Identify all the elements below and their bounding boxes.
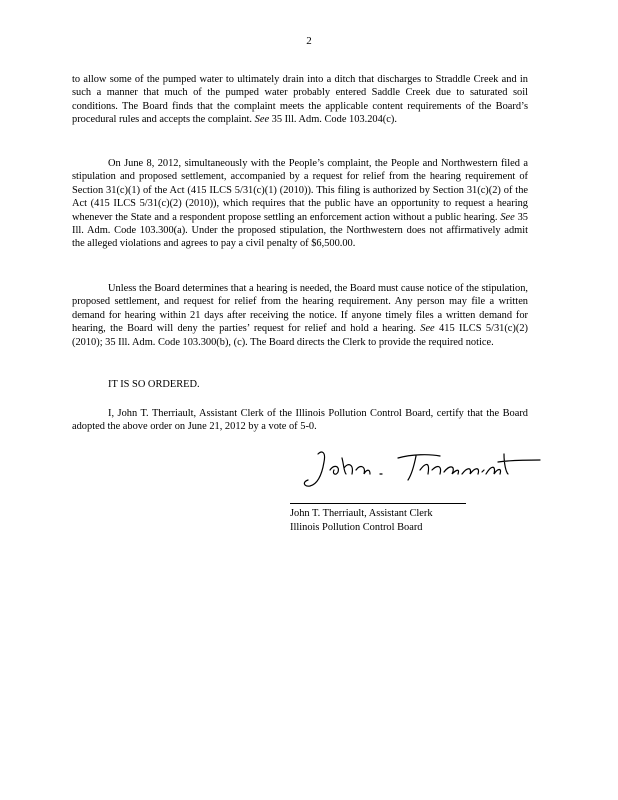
paragraph-notice [72, 282, 528, 349]
signer-organization: Illinois Pollution Control Board [290, 522, 423, 533]
paragraph-text: On June 8, 2012, simultaneously with the People’s complaint, the People and Northwestern filed a stipulation and proposed settlement, accompanied by a request for relief from the hearing requirement of Section 31(c)(1) of the Act (415 ILCS 5/31(c)(1) (2010)). This filing is authorized by Section 31(c)(2) of the Act (415 ILCS 5/31(c)(2) (2010)), which requires that the public have an opportunity to request a hearing whenever the State and a respondent propose settling an enforcement action without a public hearing. [72, 158, 528, 223]
signer-name: John T. Therriault, Assistant Clerk [290, 508, 433, 519]
paragraph-text: Unless the Board determines that a hearing is needed, the Board must cause notice of the stipulation, proposed settlement, and request for relief from the hearing requirement. Any person may file a written demand for hearing within 21 days after receiving the notice. If anyone timely files a written demand for hearing, the Board will deny the parties’ request for relief and hold a hearing. [72, 283, 528, 335]
citation-signal: See [500, 211, 515, 223]
signature-scribble-icon [300, 440, 550, 500]
citation-signal: See [254, 114, 270, 126]
paragraph-text: to allow some of the pumped water to ultimately drain into a ditch that discharges to Straddle Creek and in such a manner that much of the pumped water probably entered Saddle Creek due to saturated soil conditions. The Board finds that the complaint meets the applicable content requirements of the Board’s procedural rules and accepts the complaint. [72, 74, 528, 126]
handwritten-signature [300, 440, 550, 500]
order-statement: IT IS SO ORDERED. [108, 379, 200, 390]
signature-line [290, 503, 466, 504]
citation-signal: See [420, 323, 435, 335]
paragraph-text: 35 Ill. Adm. Code 103.300(a). Under the proposed stipulation, the Northwestern does not affirmatively admit the alleged violations and agrees to pay a civil penalty of $6,500.00. [72, 211, 528, 250]
paragraph-certification: I, John T. Therriault, Assistant Clerk of the Illinois Pollution Control Board, certify that the Board adopted the above order on June 21, 2012 by a vote of 5-0. [72, 408, 528, 433]
signature-block [290, 507, 433, 535]
paragraph-text: 35 Ill. Adm. Code 103.204(c). [271, 114, 397, 126]
paragraph-complaint-summary [72, 73, 528, 127]
paragraph-stipulation [72, 157, 528, 251]
page-number: 2 [306, 35, 312, 47]
paragraph-text: 415 ILCS 5/31(c)(2) (2010); 35 Ill. Adm. Code 103.300(b), (c). The Board directs the Clerk to provide the required notice. [72, 323, 528, 348]
